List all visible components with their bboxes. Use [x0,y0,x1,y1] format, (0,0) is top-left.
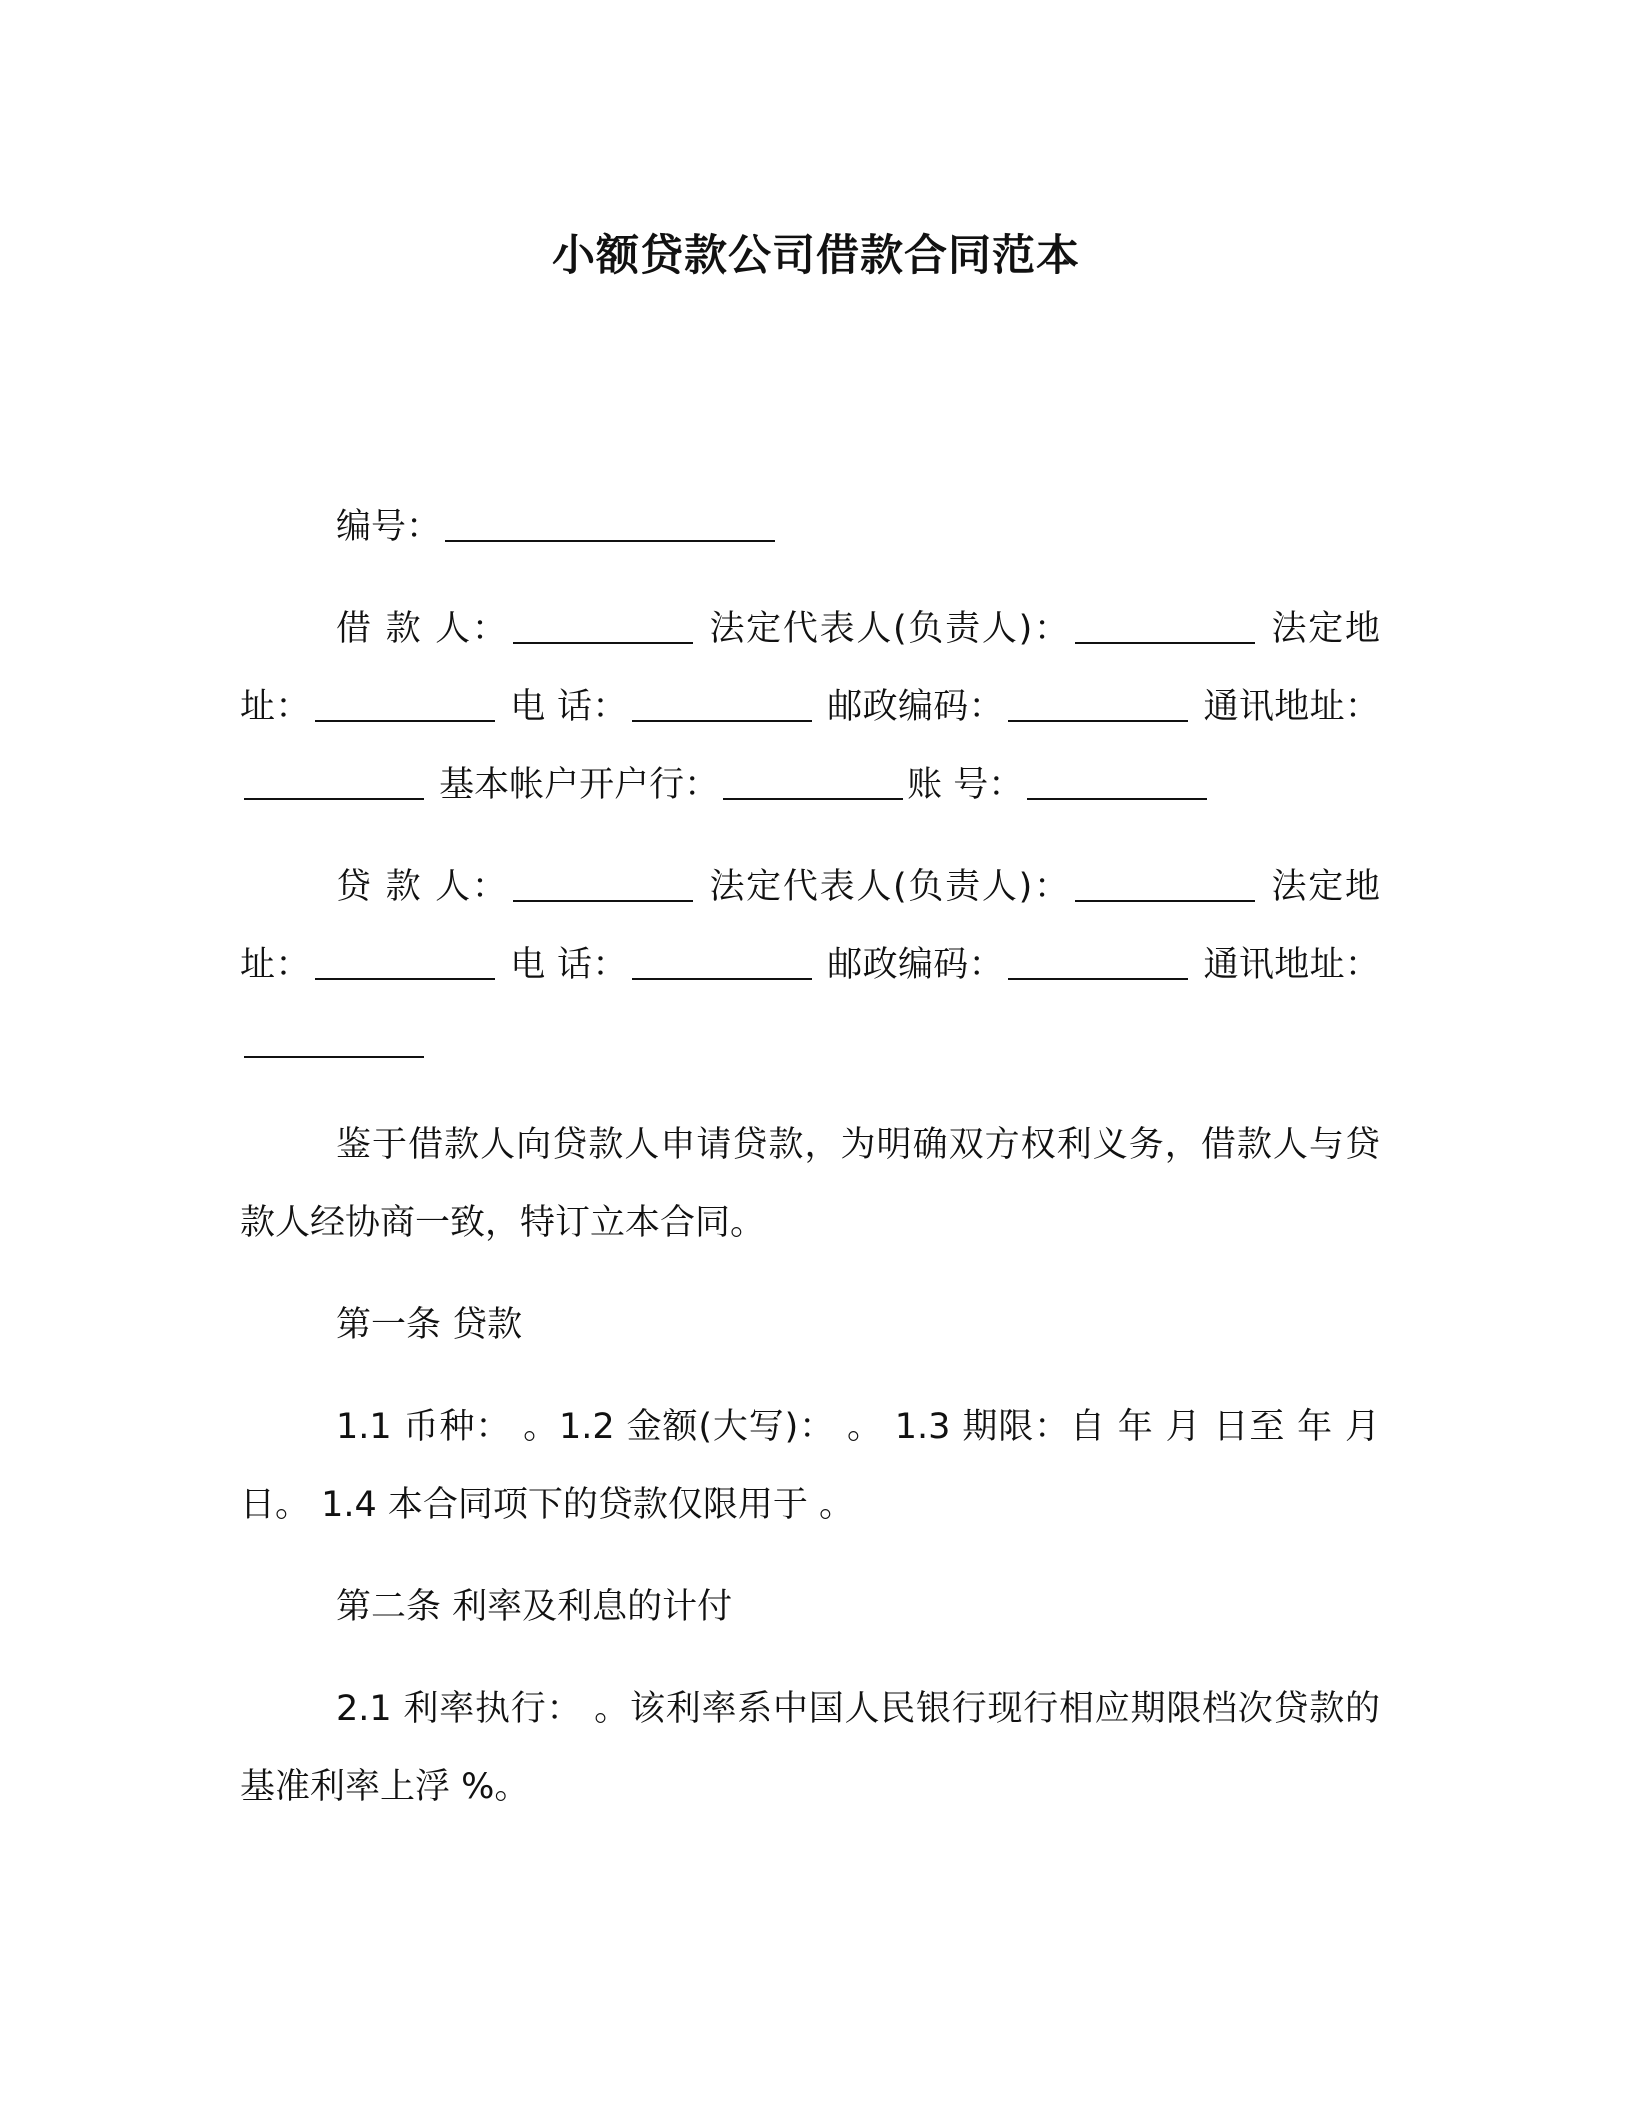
document-title: 小额贷款公司借款合同范本 [552,231,1080,281]
lender-phone-blank [632,948,812,980]
borrower-phone-label: 电 话： [510,687,628,727]
lender-info [240,848,1380,1082]
lender-legal-addr-label-1: 法定地 [1271,867,1380,907]
lender-postcode-blank [1008,948,1188,980]
borrower-account-label: 账 号： [907,765,1024,805]
borrower-legal-addr-label-2: 址： [240,687,311,727]
article2-heading: 第二条 利率及利息的计付 [336,1587,733,1627]
lender-legal-rep-label: 法定代表人(负责人)： [709,867,1071,907]
lender-label: 贷 款 人： [336,867,509,907]
lender-legal-rep-blank [1075,870,1255,902]
number-label: 编号： [336,507,442,547]
borrower-comm-addr-blank [244,768,424,800]
borrower-legal-addr-blank [315,690,495,722]
lender-comm-addr-label: 通讯地址： [1203,945,1380,985]
borrower-comm-addr-label: 通讯地址： [1203,687,1380,727]
borrower-label: 借 款 人： [336,609,509,649]
borrower-legal-addr-label-1: 法定地 [1271,609,1380,649]
borrower-postcode-blank [1008,690,1188,722]
lender-comm-addr-blank [244,1026,424,1058]
borrower-postcode-label: 邮政编码： [827,687,1005,727]
article1-heading: 第一条 贷款 [336,1305,523,1345]
article1-body: 1.1 币种： 。1.2 金额(大写)： 。 1.3 期限：自 年 月 日至 年 月 日。 1.4 本合同项下的贷款仅限用于 。 [240,1407,1380,1525]
lender-blank [513,870,693,902]
preamble-paragraph: 鉴于借款人向贷款人申请贷款，为明确双方权利义务，借款人与贷款人经协商一致，特订立本合同。 [240,1125,1380,1243]
number-blank [445,510,775,542]
lender-postcode-label: 邮政编码： [827,945,1005,985]
borrower-legal-rep-blank [1075,612,1255,644]
borrower-bank-label: 基本帐户开户行： [439,765,720,805]
article2-body: 2.1 利率执行： 。该利率系中国人民银行现行相应期限档次贷款的基准利率上浮 %。 [240,1689,1380,1807]
lender-legal-addr-label-2: 址： [240,945,311,985]
contract-number-line [240,488,1380,566]
lender-legal-addr-blank [315,948,495,980]
borrower-legal-rep-label: 法定代表人(负责人)： [709,609,1071,649]
borrower-info [240,590,1380,824]
borrower-bank-blank [723,768,903,800]
borrower-blank [513,612,693,644]
borrower-account-blank [1027,768,1207,800]
document-body [240,488,1380,1850]
lender-phone-label: 电 话： [510,945,628,985]
borrower-phone-blank [632,690,812,722]
